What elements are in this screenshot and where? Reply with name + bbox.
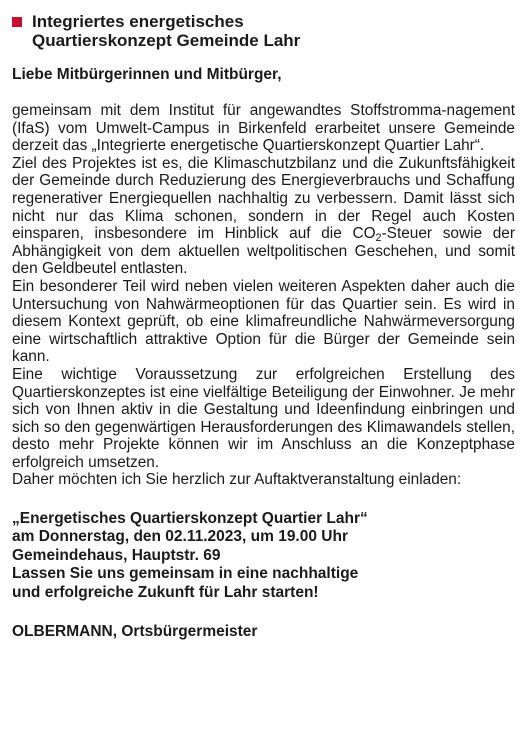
paragraph-heating: Ein besonderer Teil wird neben vielen weiteren Aspekten daher auch die Untersuchung von Nahwärmeoptionen für das Quartier sein. Es wird in diesem Kontext geprüft, ob eine klimafreundliche Nahwärmeversorgung eine wirtschaftlich attraktive Option für die Bürger der Gemeinde sein kann. [12,277,515,366]
signature: OLBERMANN, Ortsbürgermeister [12,623,258,641]
headline-line-2: Quartierskonzept Gemeinde Lahr [32,31,301,50]
event-closing-line-1: Lassen Sie uns gemeinsam in eine nachhaltige [12,565,359,583]
article-header [12,12,515,50]
paragraph-intro: gemeinsam mit dem Institut für angewandtes Stoffstromma-nagement (IfaS) vom Umwelt-Campus in Birkenfeld erarbeitet unsere Gemeinde derzeit das „Integrierte energetische Quartierskonzept Quartier Lahr“. [12,102,515,155]
headline-line-1: Integriertes energetisches [32,12,244,31]
body-text [12,102,515,489]
red-square-marker-icon [12,17,22,27]
paragraph-invitation: Daher möchten ich Sie herzlich zur Auftaktveranstaltung einladen: [12,471,462,489]
event-closing-line-2: und erfolgreiche Zukunft für Lahr starten! [12,583,319,601]
paragraph-goal-part1: Ziel des Projektes ist es, die Klimaschutzbilanz und die Zukunftsfähigkeit der Gemeinde durch Reduzierung des Energieverbrauchs und Schaffung regenerativer Energiequellen nachhaltig zu verbessern. Damit lässt sich nicht nur das Klima schonen, sondern in der Regel auch Kosten einsparen, insbesondere im Hinblick auf die CO [12,154,515,243]
paragraph-goal-part2: -Steuer sowie der Abhängigkeit von dem aktuellen weltpolitischen Geschehen, und somit den Geldbeutel entlasten. [12,225,515,278]
spacer [12,489,515,510]
salutation: Liebe Mitbürgerinnen und Mitbürger, [12,66,282,83]
event-title: „Energetisches Quartierskonzept Quartier Lahr“ [12,510,368,528]
paragraph-goal [12,155,515,278]
co2-subscript: 2 [375,232,382,245]
event-location: Gemeindehaus, Hauptstr. 69 [12,546,221,564]
notice-article [12,12,515,641]
event-details [12,510,515,602]
event-date-time: am Donnerstag, den 02.11.2023, um 19.00 Uhr [12,528,348,546]
paragraph-participation: Eine wichtige Voraussetzung zur erfolgreichen Erstellung des Quartierskonzeptes ist eine vielfältige Beteiligung der Einwohner. Je mehr sich von Ihnen aktiv in die Gestaltung und Ideenfindung einbringen und sich so den gegenwärtigen Herausforderungen des Klimawandels stellen, desto mehr Projekte können wir im Anschluss an die Konzeptphase erfolgreich umsetzen. [12,365,515,471]
